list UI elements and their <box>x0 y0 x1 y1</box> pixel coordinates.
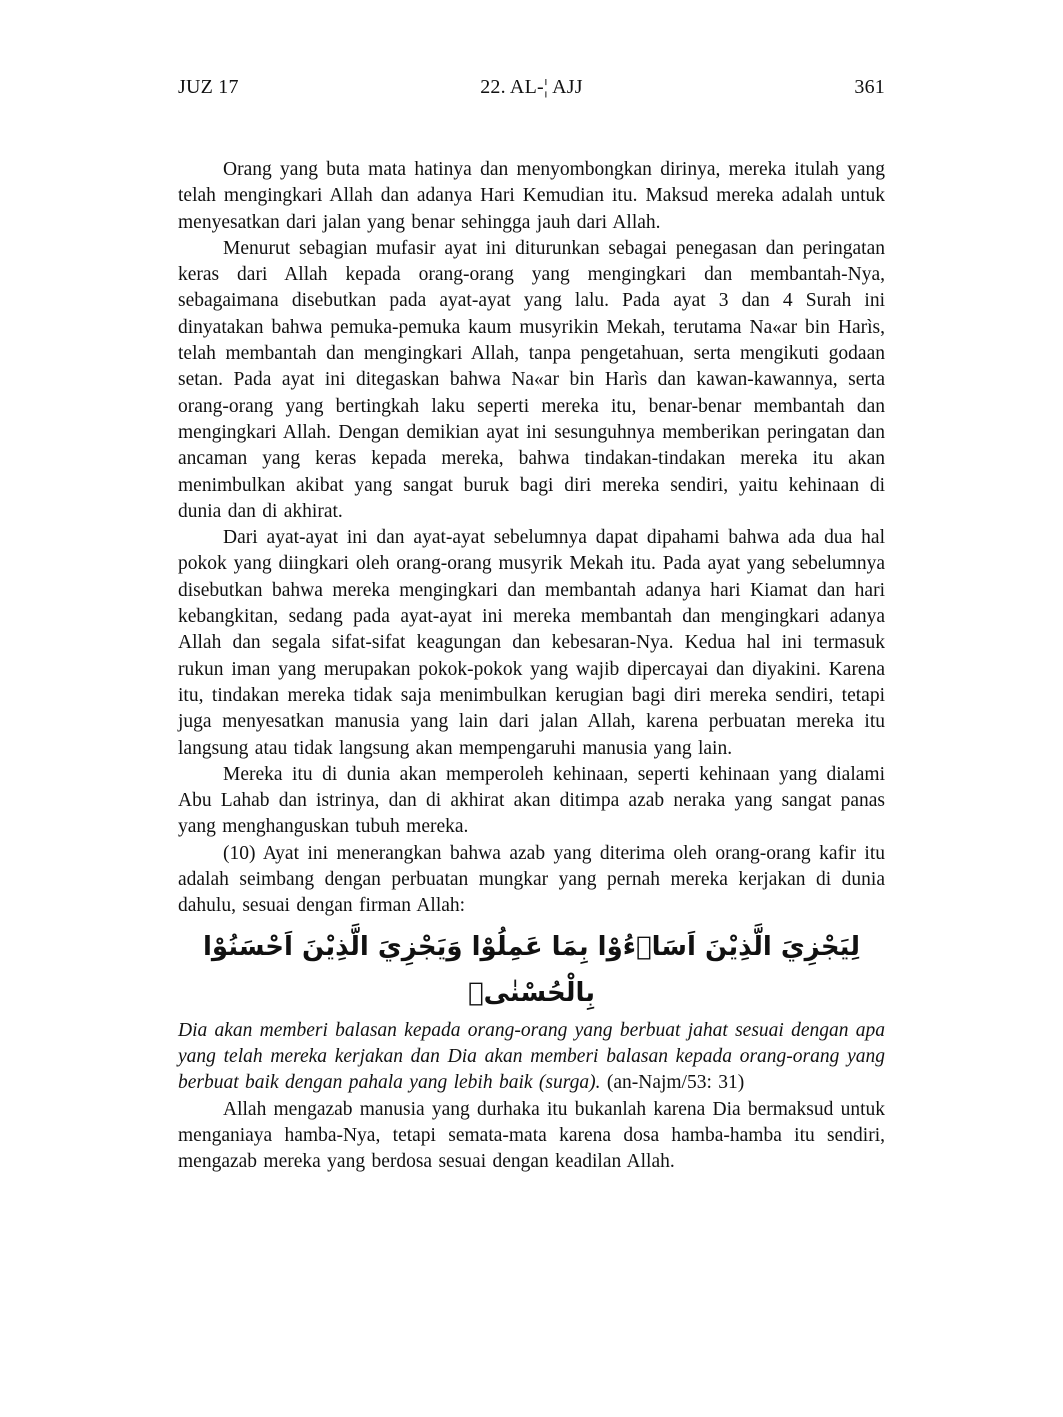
paragraph-2: Menurut sebagian mufasir ayat ini diturunkan sebagai penegasan dan peringatan keras dari Allah kepada orang-orang yang mengingkari dan membantah-Nya, sebagaimana disebutkan pada ayat-ayat yang lalu. Pada ayat 3 dan 4 Surah ini dinyatakan bahwa pemuka-pemuka kaum musyrikin Mekah, terutama Na«ar bin Harìs, telah membantah dan mengingkari Allah, tanpa pengetahuan, serta mengikuti godaan setan. Pada ayat ini ditegaskan bahwa Na«ar bin Harìs dan kawan-kawannya, serta orang-orang yang bertingkah laku seperti mereka itu, benar-benar membantah dan mengingkari Allah. Dengan demikian ayat ini sesunguhnya memberikan peringatan dan ancaman yang keras kepada mereka, bahwa tindakan-tindakan mereka itu akan menimbulkan akibat yang sangat buruk bagi diri mereka sendiri, yaitu kehinaan di dunia dan di akhirat. <box>178 237 885 522</box>
verse-reference: (an-Najm/53: 31) <box>606 1072 745 1094</box>
paragraph-3: Dari ayat-ayat ini dan ayat-ayat sebelumnya dapat dipahami bahwa ada dua hal pokok yang diingkari oleh orang-orang musyrik Mekah itu. Pada ayat yang sebelumnya disebutkan bahwa mereka mengingkari dan membantah adanya hari Kiamat dan hari kebangkitan, sedang pada ayat-ayat ini mereka membantah dan mengingkari adanya Allah dan segala sifat-sifat keagungan dan kebesaran-Nya. Kedua hal ini termasuk rukun iman yang merupakan pokok-pokok yang wajib dipercayai dan diyakini. Karena itu, tindakan mereka tidak saja menimbulkan kerugian bagi diri mereka sendiri, tetapi juga menyesatkan manusia yang lain dari jalan Allah, karena perbuatan mereka itu langsung atau tidak langsung akan mempengaruhi manusia yang lain. <box>178 527 885 759</box>
translation-text: Dia akan memberi balasan kepada orang-orang yang berbuat jahat sesuai dengan apa yang telah mereka kerjakan dan Dia akan memberi balasan kepada orang-orang yang berbuat baik dengan pahala yang lebih baik (surga). <box>178 1019 885 1094</box>
surah-title: 22. AL-¦ AJJ <box>480 76 583 98</box>
running-header <box>178 76 885 99</box>
paragraph-1: Orang yang buta mata hatinya dan menyombongkan dirinya, mereka itulah yang telah mengingkari Allah dan adanya Hari Kemudian itu. Maksud mereka adalah untuk menyesatkan dari jalan yang benar sehingga jauh dari Allah. <box>178 159 885 233</box>
arabic-verse: لِيَجْزِيَ الَّذِيْنَ اَسَاۤءُوْا بِمَا عَمِلُوْا وَيَجْزِيَ الَّذِيْنَ اَحْسَنُوْا بِالْحُسْنٰىۚ <box>203 931 860 1008</box>
page-number: 361 <box>854 76 885 98</box>
paragraph-4: Mereka itu di dunia akan memperoleh kehinaan, seperti kehinaan yang dialami Abu Lahab dan istrinya, dan di akhirat akan ditimpa azab neraka yang sangat panas yang menghanguskan tubuh mereka. <box>178 763 885 838</box>
paragraph-5: (10) Ayat ini menerangkan bahwa azab yang diterima oleh orang-orang kafir itu adalah seimbang dengan perbuatan mungkar yang pernah mereka kerjakan di dunia dahulu, sesuai dengan firman Allah: <box>178 842 885 917</box>
page-body <box>178 157 885 1175</box>
closing-paragraph: Allah mengazab manusia yang durhaka itu bukanlah karena Dia bermaksud untuk menganiaya hamba-Nya, tetapi semata-mata karena dosa hamba-hamba itu sendiri, mengazab mereka yang berdosa sesuai dengan keadilan Allah. <box>178 1098 885 1173</box>
verse-translation <box>178 1018 885 1097</box>
juz-label: JUZ 17 <box>178 76 239 98</box>
